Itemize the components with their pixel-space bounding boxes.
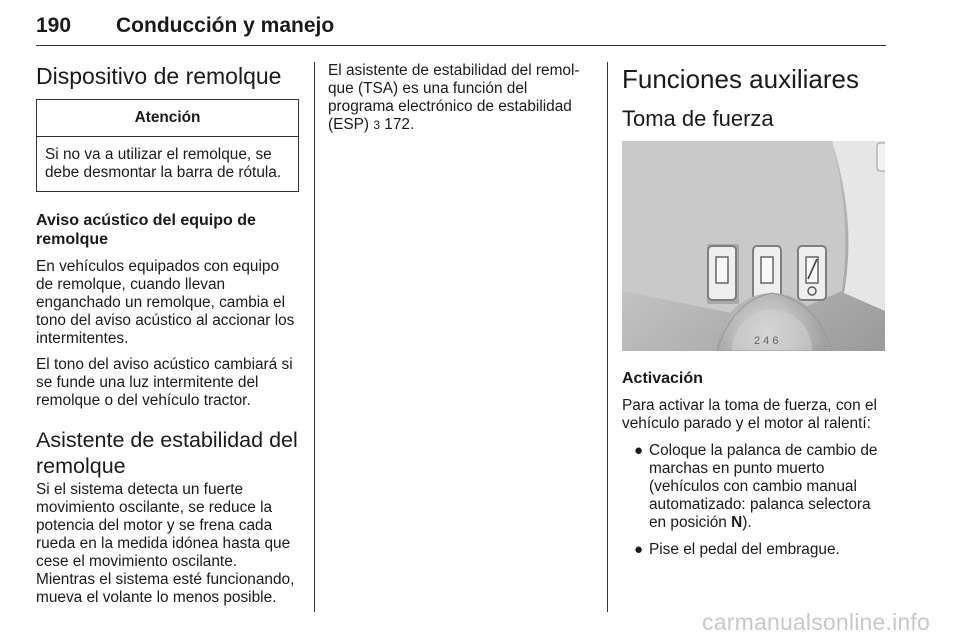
column-2	[328, 62, 593, 134]
bullet-icon: ●	[634, 442, 644, 459]
aviso-heading: Aviso acústico del equipo de remolque	[36, 212, 256, 248]
section-title-funciones: Funciones auxiliares	[622, 64, 860, 94]
chapter-title: Conducción y manejo	[116, 14, 335, 37]
step-item	[622, 541, 886, 559]
aviso-paragraph-2: El tono del aviso acústico cambiará si se funde una luz intermitente del remolque o del vehículo tractor.	[36, 356, 293, 409]
esp-ref-prefix: (ESP)	[328, 116, 374, 133]
attention-box	[36, 99, 299, 192]
tsa-line-1: El asistente de estabilidad del remol-	[328, 62, 580, 79]
activation-heading: Activación	[622, 370, 703, 387]
step-1-bold: N	[731, 514, 743, 531]
tsa-paragraph: Si el sistema detecta un fuerte movimiento oscilante, se reduce la potencia del motor y se frena cada rueda en la medida idónea hasta que cese el movimiento oscilante. Mientras el sistema esté funcionando, mueva el volante lo menos posible.	[36, 481, 295, 606]
column-1	[36, 62, 299, 607]
switch-1-icon	[708, 246, 736, 300]
step-item	[622, 442, 886, 532]
aviso-paragraph-1: En vehículos equipados con equipo de remolque, cuando llevan enganchado un remolque, cambia el tono del aviso acústico al accionar los intermitentes.	[36, 258, 295, 347]
step-2-text: Pise el pedal del embrague.	[649, 541, 840, 558]
column-divider-1	[314, 62, 315, 612]
page-number: 190	[36, 14, 72, 37]
watermark-logo: carmanualsonline.info	[702, 609, 930, 635]
gear-knob-numbers: 2 4 6	[754, 335, 779, 347]
page-ref-arrow-icon: 3	[373, 118, 381, 132]
activation-text: Para activar la toma de fuerza, con el vehículo parado y el motor al ralentí:	[622, 397, 877, 432]
section-title-remolque: Dispositivo de remolque	[36, 63, 282, 89]
tsa-line-2: que (TSA) es una función del	[328, 80, 528, 97]
tsa-heading: Asistente de estabilidad del remolque	[36, 428, 298, 478]
tsa-line-3: programa electrónico de estabilidad	[328, 98, 572, 115]
pto-switch-photo	[622, 141, 885, 351]
page-header	[36, 5, 886, 43]
tsa-continuation	[328, 62, 593, 134]
dashboard-switch-illustration	[622, 141, 885, 351]
attention-text: Si no va a utilizar el remolque, se debe desmontar la barra de rótula.	[45, 146, 282, 181]
pto-switch-icon	[798, 246, 826, 300]
column-divider-2	[607, 62, 608, 612]
step-1-text: Coloque la palanca de cambio de marchas en punto muerto (vehículos con cambio manual automatizado: palanca selectora en posición	[649, 442, 878, 531]
column-3	[622, 62, 886, 559]
switch-2-icon	[753, 246, 781, 300]
header-rule	[36, 45, 886, 46]
activation-steps	[622, 442, 886, 559]
step-1-end: ).	[742, 514, 752, 531]
sub-title-toma: Toma de fuerza	[622, 106, 774, 131]
attention-title: Atención	[37, 100, 298, 137]
bullet-icon: ●	[634, 541, 644, 558]
esp-ref-page[interactable]: 172.	[384, 116, 415, 133]
